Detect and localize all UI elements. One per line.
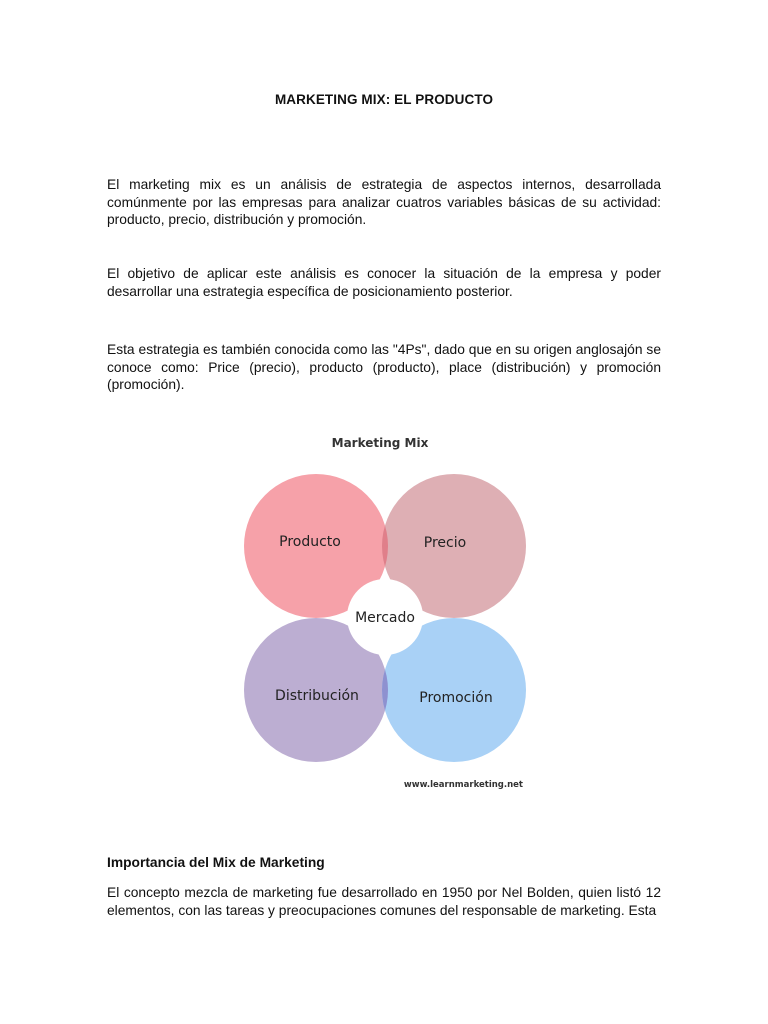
page-title: MARKETING MIX: EL PRODUCTO: [274, 92, 494, 107]
paragraph-importancia: El concepto mezcla de marketing fue desarrollado en 1950 por Nel Bolden, quien listó 12 elementos, con las tareas y preocupaciones comunes del responsable de marketing. Esta: [107, 885, 661, 918]
paragraph-intro: El marketing mix es un análisis de estrategia de aspectos internos, desarrollada comúnmente por las empresas para analizar cuatros variables básicas de su actividad: producto, precio, distribución y promoción.: [107, 177, 661, 227]
label-precio: Precio: [423, 535, 467, 551]
figure-title: Marketing Mix: [331, 436, 429, 450]
figure-source: www.learnmarketing.net: [403, 780, 523, 790]
marketing-mix-figure: [236, 428, 532, 794]
label-mercado: Mercado: [355, 610, 415, 626]
paragraph-objective: El objetivo de aplicar este análisis es conocer la situación de la empresa y poder desarrollar una estrategia específica de posicionamiento posterior.: [107, 266, 661, 299]
section-heading: Importancia del Mix de Marketing: [107, 855, 325, 870]
marketing-mix-diagram: [236, 428, 532, 794]
label-producto: Producto: [279, 534, 341, 550]
paragraph-4ps: Esta estrategia es también conocida como las "4Ps", dado que en su origen anglosajón se conoce como: Price (precio), producto (producto), place (distribución) y promoción (promoción).: [107, 342, 661, 392]
label-distribucion: Distribución: [275, 688, 359, 704]
label-promocion: Promoción: [419, 690, 493, 706]
